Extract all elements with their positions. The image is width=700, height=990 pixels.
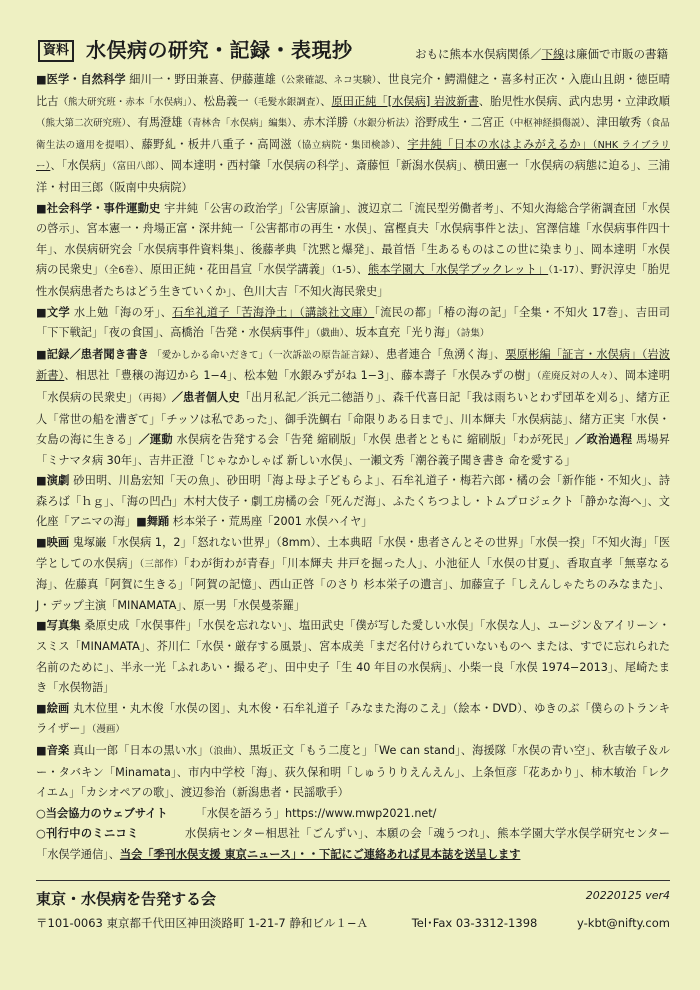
section-art: ■絵画 丸木位里・丸木俊「水俣の図」、丸木俊・石牟礼道子「みなまた海のこえ」（絵本・DVD）、ゆきのぶ「僕らのトランキライザー」（漫画） xyxy=(36,701,670,736)
section-heading: ■文学 xyxy=(36,305,70,319)
page-title: 水俣病の研究・記録・表現抄 xyxy=(86,38,353,62)
section-heading: ■映画 xyxy=(36,536,70,550)
section-drama: ■演劇 砂田明、川島宏知「天の魚」、砂田明「海よ母よ子どもらよ」、石牟礼道子・梅若六郎・橘の会「新作能・不知火」、詩森ろば「ｈｇ」、「海の凹凸」木村大伎子・劇工房橘の会「死んだ海」、ふたくちつよし・トムプロジェクト「静かな海へ」、文化座「アニマの海」■舞踊 杉本栄子・荒馬座「2001 水俣ハイヤ」 xyxy=(36,474,670,529)
section-photo: ■写真集 桑原史成「水俣事件」「水俣を忘れない」、塩田武史「僕が写した愛しい水俣」「水俣な人」、ユージン＆アイリーン・スミス「MINAMATA」、芥川仁「水俣・厳存する風景」、宮本成美「まだ名付けられていないものへ または、すでに忘れられた名前のために」、半永一光「ふれあい・撮るぞ」、田中史子「生 40 年目の水俣病」、小柴一良「水俣 1974−2013」、尾崎たまき「水俣物語」 xyxy=(36,619,670,695)
section-website xyxy=(36,804,670,825)
email[interactable]: y-kbt@nifty.com xyxy=(577,916,670,930)
section-social: ■社会科学・事件運動史 宇井純「公害の政治学」「公害原論」、渡辺京二「流民型労働者考」、不知火海総合学術調査団「水俣の啓示」、宮本憲一・舟場正富・深井純一「公害都市の再生・水俣」、富樫貞夫「水俣病事件と法」、宮澤信雄「水俣病事件四十年」、水俣病研究会「水俣病事件資料集」、後藤孝典「沈黙と爆発」、最首悟「生あるものはこの世に染まり」、岡本達明「水俣病の民衆史」（全6巻）、原田正純・花田昌宣「水俣学講義」（1-5）、熊本学園大「水俣学ブックレット」（1-17）、野沢淳史「胎児性水俣病患者たちはどう生きていくか」、色川大吉「不知火海民衆史」 xyxy=(36,201,670,298)
material-tag: 資料 xyxy=(38,40,74,62)
address: 〒101-0063 東京都千代田区神田淡路町 1-21-7 静和ビル１−Ａ xyxy=(36,916,369,930)
section-heading: ■音楽 xyxy=(36,744,70,757)
section-heading: ○刊行中のミニコミ xyxy=(36,827,139,841)
section-heading: ■絵画 xyxy=(36,701,70,715)
content-body xyxy=(36,70,670,866)
section-minicomi: ○刊行中のミニコミ 水俣病センター相思社「ごんずい」、本願の会「魂うつれ」、熊本学園大学水俣学研究センター「水俣学通信」、当会「季刊水俣支援 東京ニュース」・・下記にご連絡あれば見本誌を送呈します xyxy=(36,827,670,861)
section-heading: ■医学・自然科学 xyxy=(36,73,126,86)
organization-name: 東京・水俣病を告発する会 xyxy=(36,890,217,908)
website-link[interactable]: 「水俣を語ろう」https://www.mwp2021.net/ xyxy=(167,806,437,820)
section-music: ■音楽 真山一郎「日本の黒い水」（浪曲）、黒坂正文「もう二度と」「We can stand」、海援隊「水俣の青い空」、秋吉敏子＆ルー・タバキン「Minamata」、市内中学校「海」、荻久保和明「しゅうりりえんえん」、上条恒彦「花あかり」、柿木敏治「レクイエム」「カシオペアの歌」、渡辺参治（新潟患者・民謡歌手） xyxy=(36,744,670,800)
section-heading: ■社会科学・事件運動史 xyxy=(36,201,161,215)
section-heading: ■記録／患者聞き書き xyxy=(36,347,149,361)
section-record: ■記録／患者聞き書き 「愛かしかる命いだきて」（一次訴訟の原告証言録）、患者連合「魚湧く海」、栗原彬編「証言・水俣病」（岩波新書）、相思社「豊穣の海辺から 1−4」、松本勉「水銀みずがね 1−3」、藤本壽子「水俣みずの樹」（産廃反対の人々）、岡本達明「水俣病の民衆史」（再掲）／患者個人史「出月私記／浜元二徳語り」、森千代喜日記「我は雨ちいとわず団革を刈る」、緒方正人「常世の船を漕ぎて」「チッソは私であった」、御手洗鯛右「命限りある日まで」、川本輝夫「水俣病誌」、緒方正実「水俣・女島の海に生きる」／運動 水俣病を告発する会「告発 縮刷版」「水俣 患者とともに 縮刷版」「わが死民」／政治過程 馬場昇「ミナマタ病 30年」、吉井正澄「じゃなかしゃば 新しい水俣」、一瀬文秀「潮谷義子聞き書き 命を愛する」 xyxy=(36,347,670,467)
section-heading: ■演劇 xyxy=(36,474,70,488)
footer xyxy=(36,880,670,933)
tel-fax: Tel･Fax 03-3312-1398 xyxy=(411,916,538,930)
contact-row xyxy=(36,913,670,933)
section-heading: ○当会協力のウェブサイト xyxy=(36,806,168,820)
section-medical: ■医学・自然科学 細川一・野田兼喜、伊藤蓮雄（公衆確認、ネコ実験）、世良完介・鰐淵健之・喜多村正次・入鹿山且朗・徳臣晴比古（熊大研究班・赤本「水俣病」）、松島義一（毛髪水銀調査）、原田正純「[水俣病] 岩波新書、胎児性水俣病、武内忠男・立津政順（熊大第二次研究班）、有馬澄雄（青林舎「水俣病」編集）、赤木洋勝（水銀分析法）浴野成生・二宮正（中枢神経損傷説）、津田敏秀（食品衛生法の適用を提唱）、藤野糺・板井八重子・高岡滋（協立病院・集団検診）、宇井純「日本の水はよみがえるか」（NHK ライブラリー）、「水俣病」（富田八郎）、岡本達明・西村肇「水俣病の科学」、斎藤恒「新潟水俣病」、横田憲一「水俣病の病態に迫る」、三浦洋・村田三郎（阪南中央病院） xyxy=(36,73,670,194)
section-literature: ■文学 水上勉「海の牙」、石牟礼道子「苦海浄土」（講談社文庫）「流民の都」「椿の海の記」「全集・不知火 17巻」、吉田司「下下戦記」「夜の食国」、高橋治「告発・水俣病事件」（戯曲）、坂本直充「光り海」（詩集） xyxy=(36,305,670,340)
section-heading: ■写真集 xyxy=(36,619,81,633)
document-header xyxy=(36,40,670,70)
section-film: ■映画 鬼塚巌「水俣病 1，2」「怒れない世界」（8mm）、土本典昭「水俣・患者さんとその世界」「水俣一揆」「不知火海」「医学としての水俣病」（三部作）「わが街わが青春」「川本輝夫 井戸を掘った人」、小池征人「水俣の甘夏」、香取直孝「無辜なる海」、佐藤真「阿賀に生きる」「阿賀の記憶」、西山正啓「のさり 杉本栄子の遺言」、加藤宣子「しえんしゃたちのみなまた」、J・デップ主演「MINAMATA」、原一男「水俣曼荼羅」 xyxy=(36,536,671,612)
subtitle: おもに熊本水俣病関係／下線は廉価で市販の書籍 xyxy=(415,47,668,61)
version-date: 20220125 ver4 xyxy=(585,889,670,902)
